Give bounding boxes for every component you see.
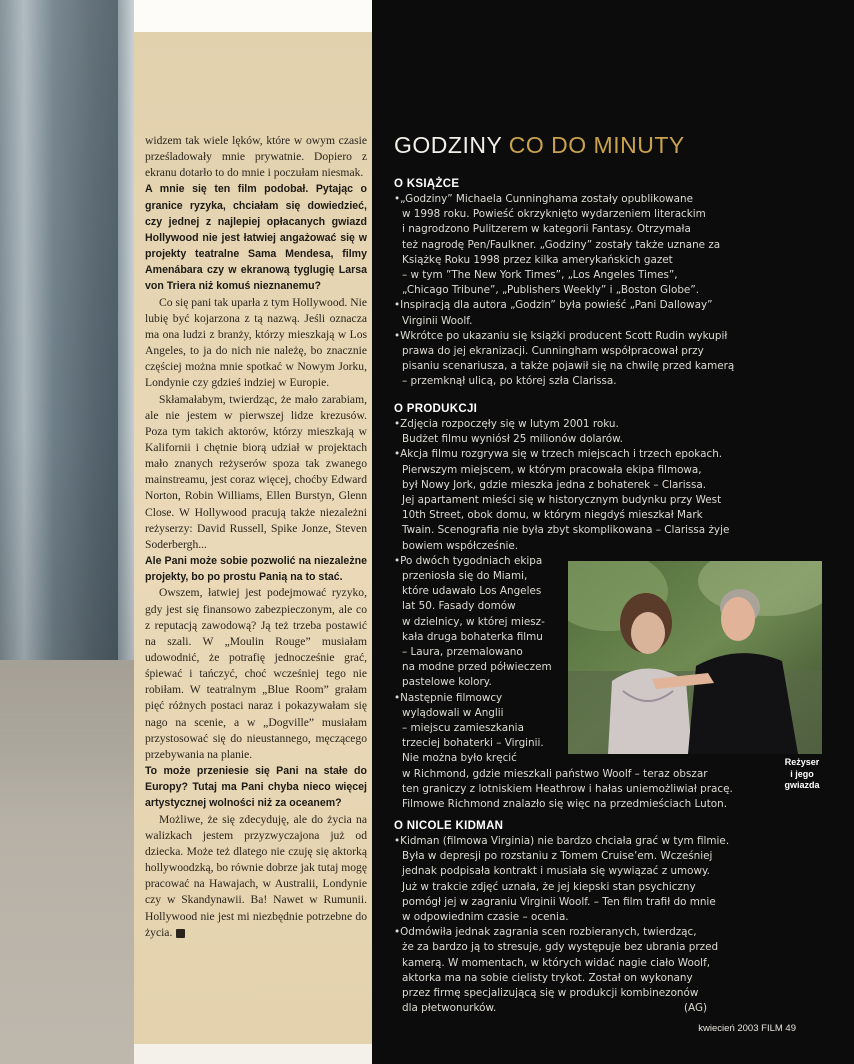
box-text-line: Jej apartament mieści się w historycznym budynku przy West — [402, 494, 722, 507]
box-text-line: •Następnie filmowcy — [394, 691, 503, 704]
interview-column — [145, 133, 367, 941]
author-signature: (AG) — [684, 1002, 708, 1014]
interview-paragraph: Możliwe, że się zdecyduję, ale do życia na walizkach jestem przyzwyczajona już od dziecka. Może też dlatego nie czuję się aktorką hollywoodzką, bo równie dobrze jak tutaj mogę pracować na Hawajach, w Australii, Londynie czy w Skandynawii. Ba! Nawet w Rumunii. Hollywood nie jest mi niezbędnie potrzebne do życia. — [145, 812, 367, 939]
box-text-line: przeniosła się do Miami, — [402, 570, 528, 583]
paper-top-margin — [134, 0, 372, 32]
box-text-line: Virginii Woolf. — [402, 314, 473, 327]
box-text-line: •Odmówiła jednak zagrania scen rozbieranych, twierdząc, — [394, 926, 697, 939]
page-footer: kwiecień 2003 FILM 49 — [698, 1023, 796, 1034]
box-text-line: i nagrodzono Pulitzerem w kategorii Fantasy. Otrzymała — [402, 223, 691, 236]
box-text-line: „Chicago Tribune”, „Publishers Weekly” i „Boston Globe”. — [402, 284, 700, 297]
interview-paragraph: Owszem, łatwiej jest podejmować ryzyko, gdy jest się finansowo zabezpieczonym, ale co z reputacją zawodową? Ją też trzeba postawić na szali. W „Moulin Rouge” musiałam udowodnić, że potrafię jednocześnie grać, śpiewać i tańczyć, choć wcześniej tego nie robiłam. W teatralnym „Blue Room” grałam pięć różnych postaci naraz i pokazywałam się nago na scenie, a w „Dogville” musiałam przystosować się do nieustannego, męczącego przebywania na planie. — [145, 586, 367, 761]
box-text-line: pastelowe kolory. — [402, 676, 492, 689]
box-text-line: które udawało Los Angeles — [402, 585, 542, 598]
box-text-line: Filmowe Richmond znalazło się więc na przedmieściach Luton. — [402, 798, 728, 811]
section-heading-book: O KSIĄŻCE — [394, 178, 460, 190]
end-of-article-mark — [176, 929, 185, 938]
box-text-line: w odpowiednim czasie – ocenia. — [402, 911, 569, 924]
box-text-line: 10th Street, obok domu, w którym niegdyś mieszkał Mark — [402, 509, 703, 522]
section-kidman-text — [394, 834, 729, 1016]
box-text-line: dla płetwonurków. — [402, 1002, 497, 1015]
box-text-line: •Wkrótce po ukazaniu się książki producent Scott Rudin wykupił — [394, 329, 728, 342]
box-text-line: •Kidman (filmowa Virginia) nie bardzo chciała grać w tym filmie. — [394, 835, 730, 847]
box-text-line: – miejscu zamieszkania — [402, 722, 524, 735]
box-text-line: trzeciej bohaterki – Virginii. — [402, 737, 544, 750]
box-text-line: przez firmę specjalizującą się w produkcji kombinezonów — [402, 987, 699, 1000]
box-text-line: ten graniczy z lotniskiem Heathrow i hałas uniemożliwiał pracę. — [402, 782, 733, 795]
box-text-line: że za bardzo ją to stresuje, gdy występuje bez ubrania przed — [402, 941, 719, 954]
box-text-line: •Inspiracją dla autora „Godzin” była powieść „Pani Dalloway” — [394, 299, 713, 312]
interview-paragraph: Skłamałabym, twierdząc, że mało zarabiam, ale nie jestem w pierwszej lidze krezusów. Poza tym takich aktorów, którzy mieszkają w Kalifornii i chętnie biorą udział w projektach mało znanych reżyserów spoza tak zwanego mainstreamu, jest coraz więcej, choćby Edward Norton, Robin Williams, Ellen Burstyn, Glenn Close. W Hollywood pracują także niezależni reżyserzy: David Russell, Spike Jonze, Steven Soderbergh... — [145, 392, 367, 551]
box-text-line: Już w trakcie zdjęć uznała, że jej kiepski stan psychiczny — [402, 880, 696, 893]
interview-paragraph: widzem tak wiele lęków, które w owym czasie prześladowały mnie prywatnie. Dopiero z ekranu dotarło to do mnie i poczułam niesmak. — [145, 134, 367, 180]
box-text-line: lat 50. Fasady domów — [402, 600, 516, 613]
box-text-line: na modne przed półwieczem — [402, 661, 552, 674]
interview-paragraph: Co się pani tak uparła z tym Hollywood. Nie lubię być kojarzona z tą nazwą. Jeśli oznacza ma ona ludzi z branży, którzy mieszkają w Los Angeles, to ja do nich nie należę, bo znacznie częściej można mnie spotkać w Nowym Jorku, Londynie czy gdzieś indziej w Europie. — [145, 295, 367, 390]
box-text-line: Twain. Scenografia nie była zbyt skomplikowana – Clarissa żyje — [402, 524, 730, 537]
interview-question: A mnie się ten film podobał. Pytając o granice ryzyka, chciałam się dowiedzieć, czy jednej z najlepiej opłacanych gwiazd Hollywood nie jest łatwiej angażować się w projekty teatralne Sama Mendesa, filmy Amenábara czy w ekranową tyglugię Larsa von Triera niż komuś nieznanemu? — [145, 183, 367, 293]
section-heading-kidman: O NICOLE KIDMAN — [394, 820, 504, 832]
box-text-line: w dzielnicy, w której miesz- — [402, 615, 545, 628]
box-text-line: w Richmond, gdzie mieszkali państwo Woolf – teraz obszar — [402, 767, 708, 780]
box-text-line: prawa do jej ekranizacji. Cunningham współpracował przy — [402, 345, 704, 358]
box-text-line: – w tym ”The New York Times”, „Los Angeles Times”, — [402, 269, 678, 282]
box-text-line: Nie można było kręcić — [402, 752, 517, 765]
box-text-line: – przemknął ulicą, po której szła Clarissa. — [402, 375, 617, 388]
box-text-line: •Zdjęcia rozpoczęły się w lutym 2001 roku. — [394, 418, 619, 430]
left-photo-strip — [0, 0, 134, 1064]
box-text-line: też nagrodę Pen/Faulkner. „Godziny” zostały także uznane za — [402, 238, 721, 251]
box-text-line: Była w depresji po rozstaniu z Tomem Cruise’em. Wcześniej — [402, 850, 713, 863]
box-text-line: kała druga bohaterka filmu — [402, 630, 543, 643]
box-text-line: Książkę Roku 1998 przez kilka amerykańskich gazet — [402, 253, 673, 266]
interview-question: Ale Pani może sobie pozwolić na niezależne projekty, bo po prostu Panią na to stać. — [145, 555, 367, 584]
box-text-line: pomógł jej w zagraniu Virginii Woolf. – Ten film trafił do mnie — [402, 895, 716, 908]
box-text-line: pisaniu scenariusza, a także pojawił się na chwilę przed kamerą — [402, 360, 735, 373]
box-text-line: Pierwszym miejscem, w którym pracowała ekipa filmowa, — [402, 463, 702, 476]
section-book-text — [394, 192, 734, 390]
box-text-line: jednak podpisała kontrakt i musiała się wywiązać z umowy. — [402, 865, 710, 878]
box-text-line: •„Godziny” Michaela Cunninghama zostały opublikowane — [394, 193, 694, 205]
box-title-accent: CO DO MINUTY — [508, 132, 685, 158]
box-text-line: – Laura, przemalowano — [402, 646, 523, 659]
box-text-line: w 1998 roku. Powieść okrzyknięto wydarzeniem literackim — [402, 208, 706, 221]
photo-caption: Reżyser i jego gwiazda — [784, 757, 820, 790]
interview-question: To może przeniesie się Pani na stałe do Europy? Tutaj ma Pani chyba nieco więcej artystycznej wolności niż za oceanem? — [145, 765, 367, 810]
box-text-line: bowiem współcześnie. — [402, 539, 519, 552]
box-title-main: GODZINY — [394, 132, 502, 158]
box-text-line: wylądowali w Anglii — [402, 706, 504, 719]
box-text-line: •Akcja filmu rozgrywa się w trzech miejscach i trzech epokach. — [394, 448, 723, 461]
box-text-line: aktorka ma na sobie cielisty trykot. Został on wykonany — [402, 971, 693, 984]
director-and-star-photo — [568, 561, 822, 754]
box-text-line: Budżet filmu wyniósł 25 milionów dolarów. — [402, 433, 623, 446]
box-text-line: •Po dwóch tygodniach ekipa — [394, 554, 543, 567]
box-title — [394, 132, 814, 159]
box-text-line: był Nowy Jork, gdzie mieszka jedna z bohaterek – Clarissa. — [402, 478, 707, 491]
section-heading-production: O PRODUKCJI — [394, 403, 478, 415]
box-text-line: kamerą. W momentach, w których widać nagie ciało Woolf, — [402, 956, 711, 969]
